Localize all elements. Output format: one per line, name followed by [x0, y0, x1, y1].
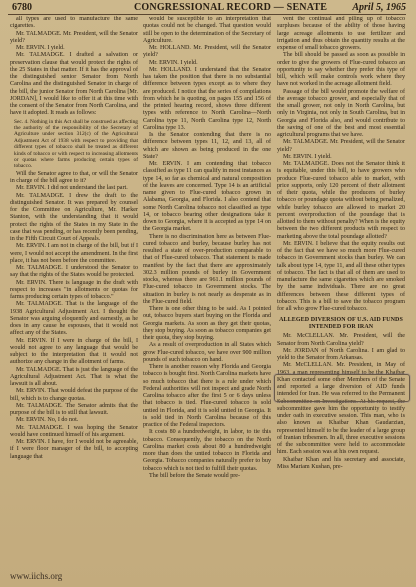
- paragraph: Mr. ERVIN. I have, for I would not be agreeable, if I were floor manager of the bill, to accepting language that: [10, 439, 138, 460]
- paragraph: Mr. HOLLAND. Mr. President, will the Senator yield?: [143, 45, 271, 59]
- paragraph: vent the continual and piling up of tobacco surpluses because of the ability of those having large acreage allotments to use fertilizer and irrigation and thus obtain the quantity results at the expense of small tobacco growers.: [277, 16, 405, 51]
- paragraph: Mr. ERVIN. No, I do not.: [16, 417, 79, 424]
- column-middle: [143, 16, 271, 584]
- paragraph: Mr. McCLELLAN. Mr. President, will the Senator from North Carolina yield?: [277, 333, 405, 347]
- paragraph: Mr. McCLELLAN. Mr. President, in May of 1963, a man representing himself to be the Khaibar Khan contacted some other Members of the Senate and reported a large diversion of AID funds intended for Iran. He was referred to the Permanent Subcommittee on Investigations. At his request, the subcommittee gave him the opportunity to testify under oath in executive session. This man, who is also known as Khaibar Khan Gaudarzian, represented himself to be the leader of a large group of Iranian tribesmen. In all, three executive sessions of the subcommittee were held to accommodate him. Each session was at his own request.: [277, 362, 405, 456]
- paragraph: Passage of the bill would promote the welfare of the average tobacco grower, and especially that of the small grower, not only in North Carolina, but only in Virginia, not only in South Carolina, but in Georgia and Florida also, and would contribute to the saving of one of the best and most essential agricultural programs that we have.: [277, 88, 405, 138]
- page-header: [8, 2, 406, 14]
- paragraph: Mr. TALMADGE. Mr. President, will the Senator yield?: [10, 30, 138, 44]
- paragraph: The bill before the Senate would pre-: [149, 472, 241, 479]
- paragraph: Mr. ERVIN. If I were in charge of the bill, I would not agree to any language that would be subject to the interpretation that it would not authorize any change in the allotment of farms.: [10, 337, 138, 366]
- paragraph: Mr. JORDAN of North Carolina. I am glad to yield to the Senator from Arkansas.: [277, 347, 405, 361]
- quoted-amendment: Sec. 4. Nothing in this Act shall be construed as affecting the authority of the responsibility of the Secretary of Agriculture under section 312(c) of the Agricultural Adjustment Act of 1938 with respect to providing that different types of tobacco shall be treated as different kinds of tobacco or with respect to increasing allotments or quotas where farms producing certain types of tobacco.: [14, 118, 138, 170]
- paragraph: Mr. ERVIN. I yield.: [16, 45, 65, 51]
- paragraph: There is no discrimination here as between Flue-cured tobacco and burley, because burley has not resulted a state of over-production comparable to that of Flue-cured tobacco. That statement is made manifest by the fact that there are approximately 302.3 million pounds of burley in Government stocks, whereas there are 961.1 million pounds of Flue-cured tobacco in Government stocks. The situation in burley is not nearly as desperate as in the Flue-cured field.: [143, 233, 271, 305]
- paragraph: Mr. ERVIN. I believe that the equity results out of the fact that we have so much more Flue-cured tobacco in Government stocks than burley. We can talk about type 14, type 11, and all these other types of tobacco. The fact is that all of them are used to manufacture the same cigarettes which are smoked by the same individuals. There are no great differences between these different types of tobacco. This is a bill to save the tobacco program for all who grow Flue-cured tobacco.: [277, 240, 405, 312]
- section-heading: ALLEGED DIVERSION OF U.S. AID FUNDS INTENDED FOR IRAN: [279, 317, 403, 331]
- paragraph: would be susceptible to an interpretation that quotas could not be changed. That question would still be open to the determination of the Secretary of Agriculture.: [143, 16, 271, 44]
- paragraph: There is another reason why Florida and Georgia tobacco is bought first. North Carolina markets have so much tobacco that there is a rule under which Federal authorities will not inspect and grade North Carolina tobacco after the first 5 or 6 days unless that tobacco is tied. Flue-cured tobacco is sold untied in Florida, and it is sold untied in Georgia. It is sold tied in North Carolina because of this practice of the Federal inspectors.: [143, 364, 271, 428]
- paragraph: Mr. TALMADGE. That is just the language of the Agricultural Adjustment Act. That is what the lawsuit is all about.: [10, 366, 138, 387]
- paragraph: Mr. ERVIN. I am contending that tobacco classified as type 11 can qualify in most instances as type 14, so far as chemical and natural composition of the leaves are concerned. Type 14 is an artificial name given to Flue-cured tobacco grown in Alabama, Georgia, and Florida. I also contend that some North Carolina tobacco not classified as type 14, or tobacco bearing other designations take it down to Georgia, where it is accepted as type 14 on the Georgia market.: [143, 161, 271, 233]
- paragraph: Mr. ERVIN. I did not understand the last part.: [16, 185, 128, 192]
- paragraph: Mr. TALMADGE. Does not the Senator think it is equitable, under this bill, to have growers who produce Flue-cured tobacco able to market, with price supports, only 120 percent of their allotment of their quota, while the producers of burley tobacco or poundage quota without being penalized, while burley tobacco are allowed to market 20 percent overproduction of the poundage that is allotted to them without penalty? When is the equity between the two different products with respect to marketing above the total poundage allotted?: [277, 161, 405, 240]
- paragraph: The bill should be passed as soon as possible in order to give the growers of Flue-cured tobacco an opportunity to say whether they prefer this type of bill, which will make controls work where they have not worked in the acreage allotment field.: [277, 52, 405, 88]
- paragraph: Mr. TALMADGE. That is the language of the 1938 Agricultural Adjustment Act. I thought the Senator was arguing eloquently and earnestly, as he does in any cause he espouses, that it would not affect any of the States.: [10, 301, 138, 337]
- paragraph: Mr. ERVIN. I yield.: [149, 59, 198, 66]
- paragraph: Mr. ERVIN. There is language in the draft with respect to increases "in allotments or quotas for farms producing certain types of tobacco.": [10, 279, 138, 300]
- header-rule: [8, 14, 406, 15]
- paragraph: It costs 80 a hundredweight, in labor, to tie this tobacco. Consequently, the tobacco on the North Carolina market costs about 80 a hundredweight more than does the untied tobacco in Florida and Georgia. Tobacco companies naturally prefer to buy tobacco which is not tied to fulfill their quotas.: [143, 429, 271, 472]
- paragraph: Mr. TALMADGE. I understood the Senator to say that the rights of the States would be protected.: [10, 265, 138, 279]
- paragraph: Mr. ERVIN. I yield.: [283, 153, 332, 160]
- paragraph: Mr. TALMADGE. Mr. President, will the Senator yield?: [277, 139, 405, 153]
- paragraph: all types are used to manufacture the same cigarettes.: [10, 16, 138, 30]
- issue-date: April 5, 1965: [352, 2, 406, 13]
- paragraph: As a result of overproduction in all States which grow Flue-cured tobacco, we have over 900 million pounds of such tobacco on hand.: [143, 342, 271, 363]
- page-number: 6780: [12, 2, 32, 13]
- paragraph: Mr. TALMADGE. I was hoping the Senator would have continued himself of his argument.: [10, 424, 138, 438]
- column-right: [277, 16, 405, 584]
- paragraph: Mr. ERVIN. That would defeat the purpose of the bill, which is to change quotas.: [10, 388, 138, 402]
- paragraph: Mr. HOLLAND. I understand that the Senator has taken the position that there is no substantial difference between types except as to where they are produced. I notice that the series of compilations from which he is quoting, on pages 155 and 156 of the printed hearing record, shows three different types with reference to North Carolina—North Carolina type 11, North Carolina type 12, North Carolina type 13.: [143, 66, 271, 131]
- column-left: [10, 16, 138, 584]
- publication-title: CONGRESSIONAL RECORD — SENATE: [134, 2, 328, 13]
- paragraph: Mr. ERVIN. I am not in charge of the bill, but if I were, I would not accept the amendment. In the first place, it has not been before the committee.: [10, 243, 138, 264]
- paragraph: Mr. TALMADGE. I drew the draft to the distinguished Senator. It was prepared by counsel for the Committee on Agriculture, Mr. Harker Stanton, with the understanding that it would protect the rights of the States in my State in the case that was pending, or has recently been pending, in the Fifth Circuit Court of Appeals.: [10, 192, 138, 242]
- paragraph: Mr. TALMADGE. The Senator admits that the purpose of the bill is to still that lawsuit.: [10, 402, 138, 416]
- paragraph: There is one other thing to be said. As I pointed out, tobacco buyers start buying on the Florida and Georgia markets. As soon as they get their quotas, they stop buying. As soon as tobacco companies get their quota, they stop buying.: [143, 306, 271, 341]
- paragraph: Mr. TALMADGE. I drafted a salvation or preservation clause that would protect the rights of the 25 States in that matter. If it has the approval of the distinguished senior Senator from North Carolina and the distinguished Senator in charge of the bill, the junior Senator from North Carolina [Mr. JORDAN], I would like to offer it at this time with the consent of the Senator from North Carolina, and have it adopted. It reads as follows:: [10, 52, 138, 117]
- paragraph: Khaibar Khan and his secretary and associate, Miss Mariam Kushan, pre-: [277, 456, 405, 470]
- source-watermark: www.iichs.org: [10, 571, 63, 581]
- paragraph: Will the Senator agree to that, or will the Senator in charge of the bill agree to it?: [10, 170, 138, 184]
- paragraph: Is the Senator contending that there is no difference between types 11, 12, and 13, all of which are shown as being produced in the one State?: [143, 132, 271, 160]
